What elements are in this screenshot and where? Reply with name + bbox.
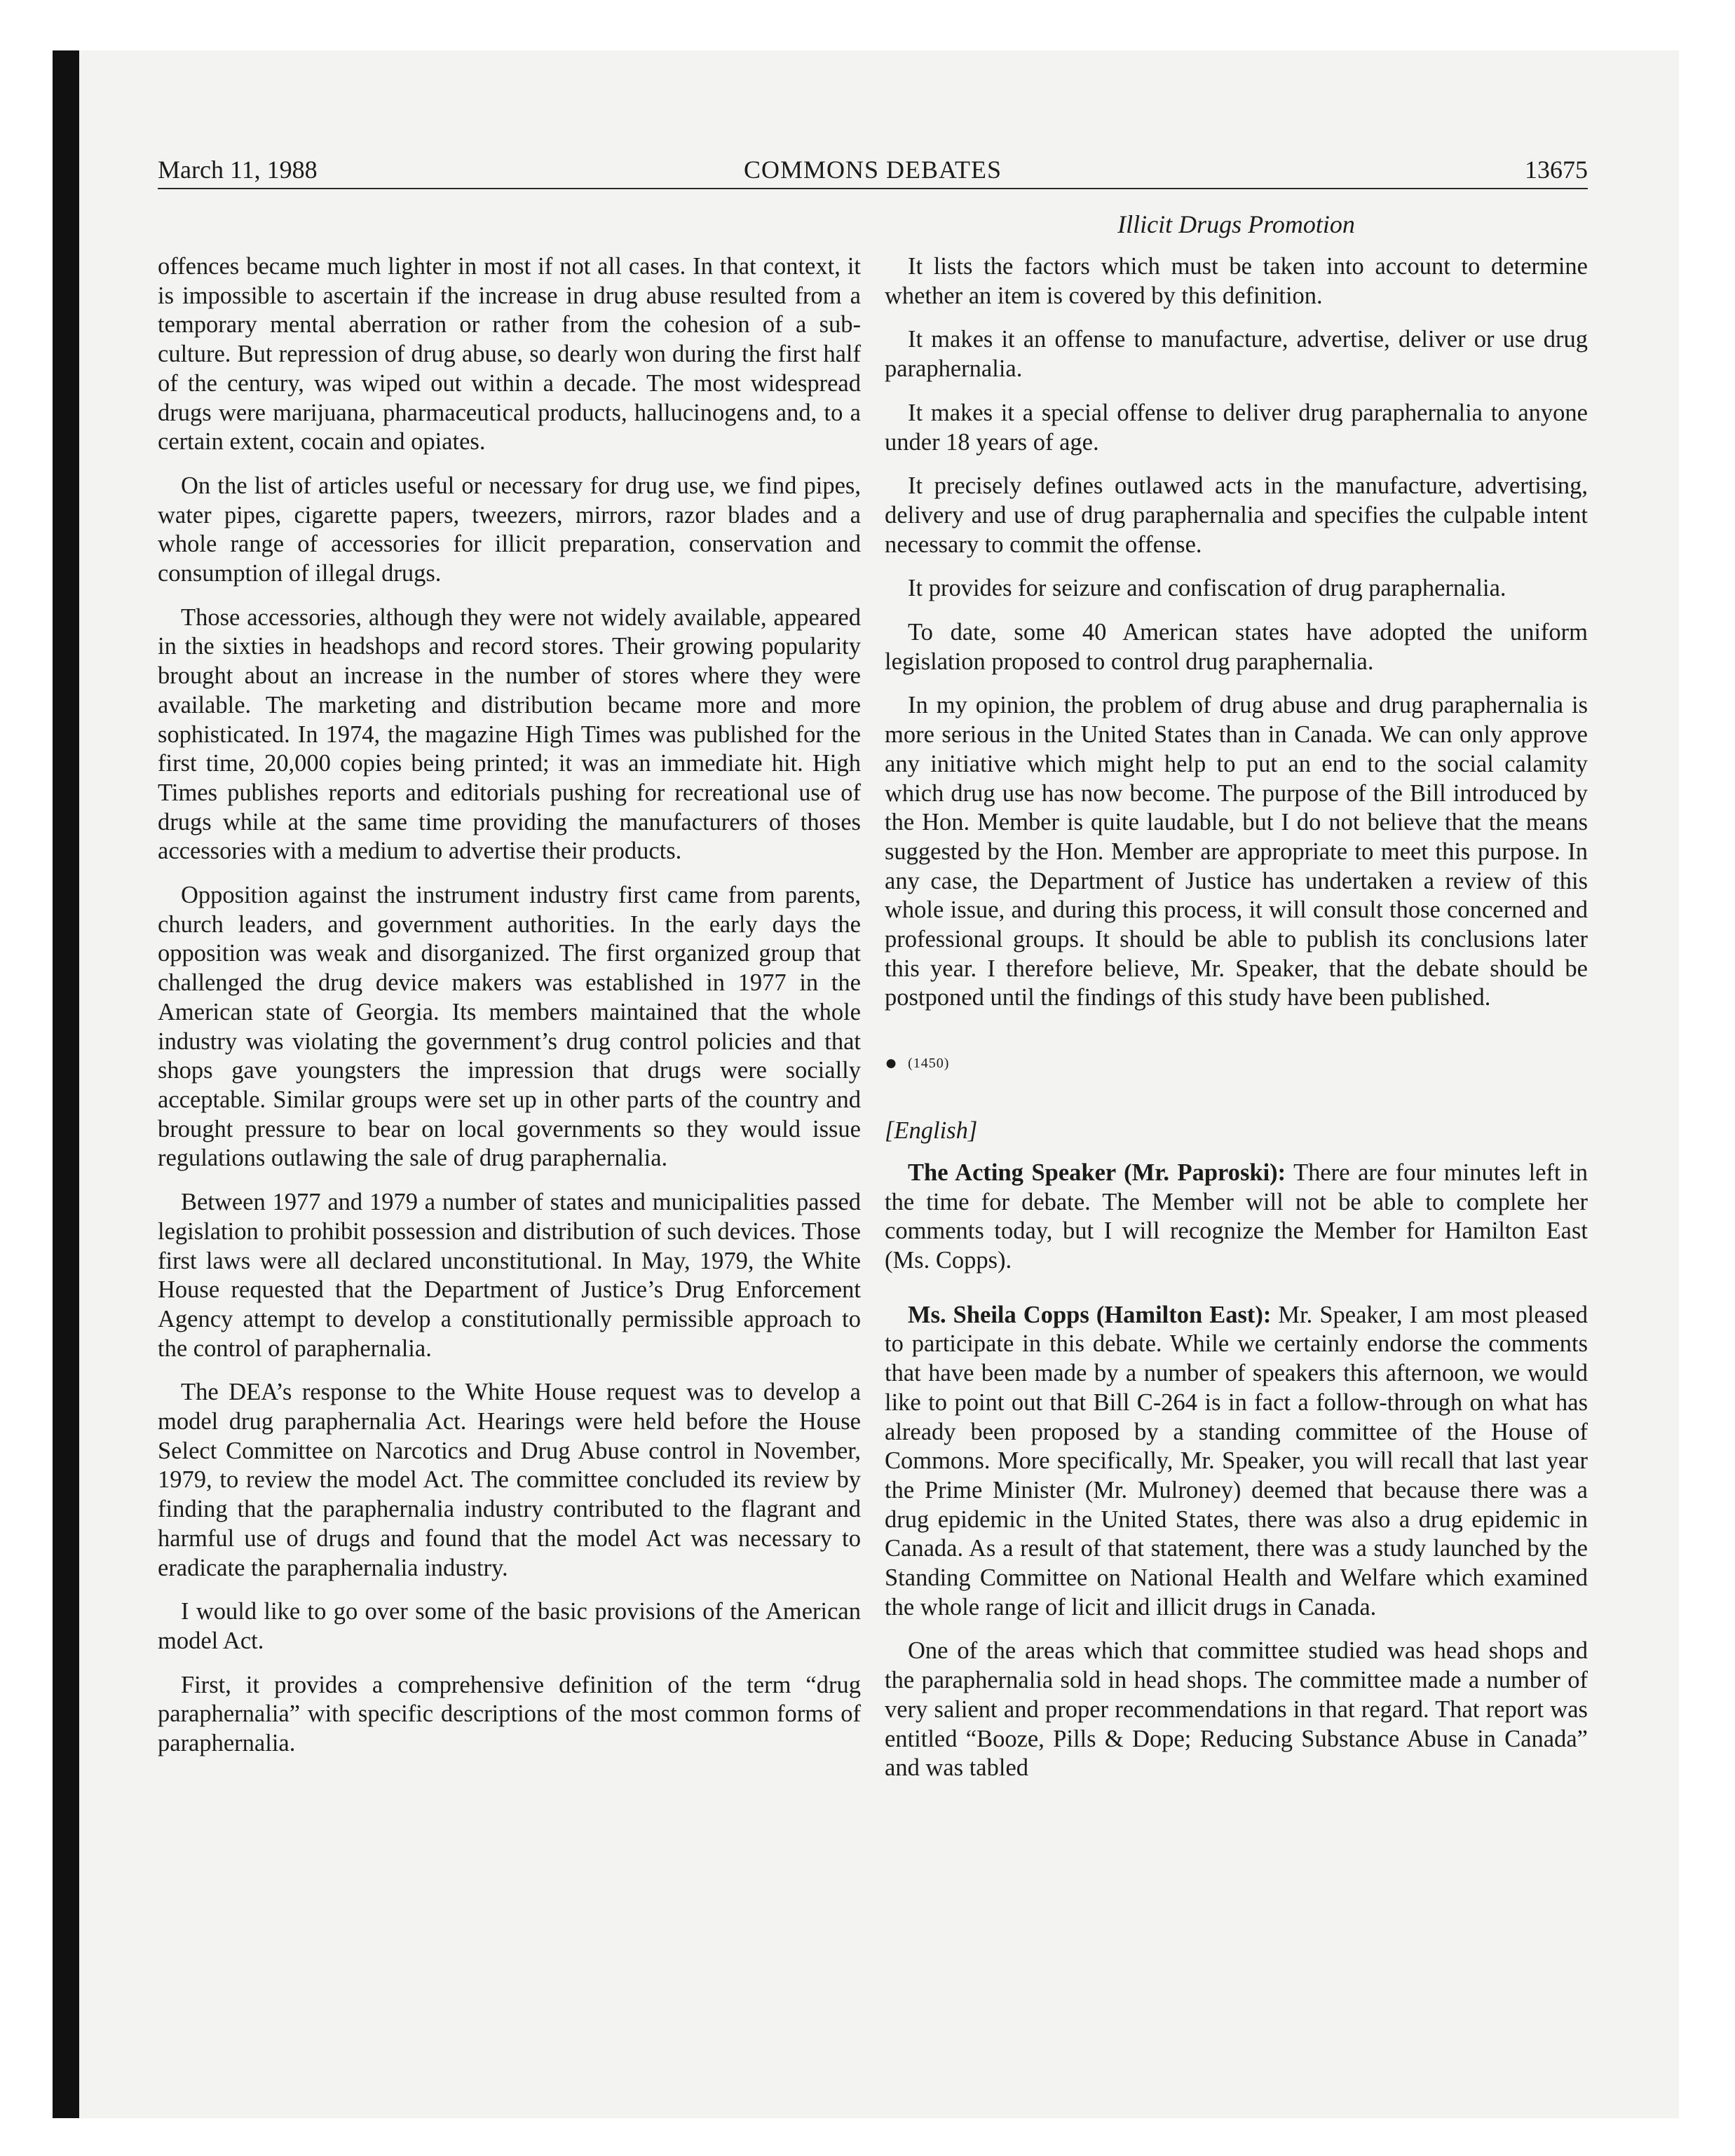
left-paragraph: Those accessories, although they were not widely available, appeared in the sixties in headshops and record stores. Their growing popularity brought about an increase in the number of stores where they were available. The marketing and distribution became more and more sophisticated. In 1974, the magazine High Times was published for the first time, 20,000 copies being printed; it was an immediate hit. High Times publishes reports and editorials pushing for recreational use of drugs while at the same time providing the manufacturers of thoses accessories with a medium to advertise their products. (158, 603, 861, 865)
right-paragraph: One of the areas which that committee studied was head shops and the paraphernalia sold in head shops. The committee made a number of very salient and proper recommendations in that regard. That report was entitled “Booze, Pills & Dope; Reducing Substance Abuse in Canada” and was tabled (885, 1637, 1588, 1782)
right-paragraph: It makes it an offense to manufacture, advertise, deliver or use drug paraphernalia. (885, 326, 1588, 383)
speaker-name: Ms. Sheila Copps (Hamilton East): (908, 1301, 1272, 1328)
bullet-icon: ● (885, 1051, 899, 1075)
page-binding-edge (53, 50, 79, 2118)
right-column (885, 252, 1588, 1798)
left-paragraph: I would like to go over some of the basic provisions of the American model Act. (158, 1598, 861, 1654)
header-title: COMMONS DEBATES (743, 156, 1002, 184)
left-paragraph: Opposition against the instrument industry first came from parents, church leaders, and government authorities. In the early days the opposition was weak and disorganized. The first organized group that challenged the drug device makers was established in 1977 in the American state of Georgia. Its members maintained that the whole industry was violating the government’s drug control policies and that shops gave youngsters the impression that drugs were socially acceptable. Similar groups were set up in other parts of the country and brought pressure to bear on local governments so they would issue regulations outlawing the sale of drug paraphernalia. (158, 882, 861, 1172)
right-paragraph: It makes it a special offense to deliver drug paraphernalia to anyone under 18 years of age. (885, 399, 1588, 456)
speech-paragraph (885, 1159, 1588, 1276)
left-paragraph: On the list of articles useful or necessary for drug use, we find pipes, water pipes, cigarette papers, tweezers, mirrors, razor blades and a whole range of accessories for illicit preparation, conservation and consumption of illegal drugs. (158, 472, 861, 587)
speech-paragraph (885, 1301, 1588, 1623)
left-paragraph: The DEA’s response to the White House request was to develop a model drug paraphernalia Act. Hearings were held before the House Select Committee on Narcotics and Drug Abuse control in November, 1979, to review the model Act. The committee concluded its review by finding that the paraphernalia industry contributed to the flagrant and harmful use of drugs and found that the model Act was necessary to eradicate the paraphernalia industry. (158, 1379, 861, 1581)
header-rule (158, 188, 1588, 189)
time-marker-text: (1450) (908, 1056, 950, 1072)
left-column (158, 252, 861, 1773)
time-marker (885, 1049, 1588, 1077)
speech-text: Mr. Speaker, I am most pleased to participate in this debate. While we certainly endorse the comments that have been made by a number of speakers this afternoon, we would like to point out that Bill C-264 is in fact a follow-through on what has already been proposed by a standing committee of the House of Commons. More specifically, Mr. Speaker, you will recall that last year the Prime Minister (Mr. Mulroney) deemed that because there was a drug epidemic in the United States, there was also a drug epidemic in Canada. As a result of that statement, there was a study launched by the Standing Committee on National Health and Welfare which examined the whole range of licit and illicit drugs in Canada. (885, 1301, 1588, 1621)
left-paragraph: offences became much lighter in most if not all cases. In that context, it is impossible to ascertain if the increase in drug abuse resulted from a temporary mental aberration or rather from the cohesion of a sub-culture. But repression of drug abuse, so dearly won during the first half of the century, was wiped out within a decade. The most widespread drugs were marijuana, pharmaceutical products, hallucinogens and, to a certain extent, cocain and opiates. (158, 253, 861, 456)
subject-heading: Illicit Drugs Promotion (1117, 210, 1355, 238)
language-tag: [English] (885, 1117, 978, 1145)
right-paragraph: To date, some 40 American states have adopted the uniform legislation proposed to control drug paraphernalia. (885, 619, 1588, 675)
right-paragraph: It precisely defines outlawed acts in the manufacture, advertising, delivery and use of drug paraphernalia and specifies the culpable intent necessary to commit the offense. (885, 472, 1588, 558)
left-paragraph: Between 1977 and 1979 a number of states and municipalities passed legislation to prohibit possession and distribution of such devices. Those first laws were all declared unconstitutional. In May, 1979, the White House requested that the Department of Justice’s Drug Enforcement Agency attempt to develop a constitutionally permissible approach to the control of paraphernalia. (158, 1189, 861, 1362)
speech-text: There are four minutes left in the time for debate. The Member will not be able to complete her comments today, but I will recognize the Member for Hamilton East (Ms. Copps). (885, 1159, 1588, 1274)
left-paragraph: First, it provides a comprehensive definition of the term “drug paraphernalia” with specific descriptions of the most common forms of paraphernalia. (158, 1671, 861, 1757)
header-page-number: 13675 (1525, 156, 1588, 184)
right-paragraph: In my opinion, the problem of drug abuse and drug paraphernalia is more serious in the United States than in Canada. We can only approve any initiative which might help to put an end to the social calamity which drug use has now become. The purpose of the Bill introduced by the Hon. Member is quite laudable, but I do not believe that the means suggested by the Hon. Member are appropriate to meet this purpose. In any case, the Department of Justice has undertaken a review of this whole issue, and during this process, it will consult those concerned and professional groups. It should be able to publish its conclusions later this year. I therefore believe, Mr. Speaker, that the debate should be postponed until the findings of this study have been published. (885, 692, 1588, 1011)
right-paragraph: It provides for seizure and confiscation of drug paraphernalia. (908, 575, 1506, 602)
header-date: March 11, 1988 (158, 156, 318, 184)
right-paragraph: It lists the factors which must be taken into account to determine whether an item is covered by this definition. (885, 253, 1588, 309)
speaker-name: The Acting Speaker (Mr. Paproski): (908, 1159, 1286, 1186)
